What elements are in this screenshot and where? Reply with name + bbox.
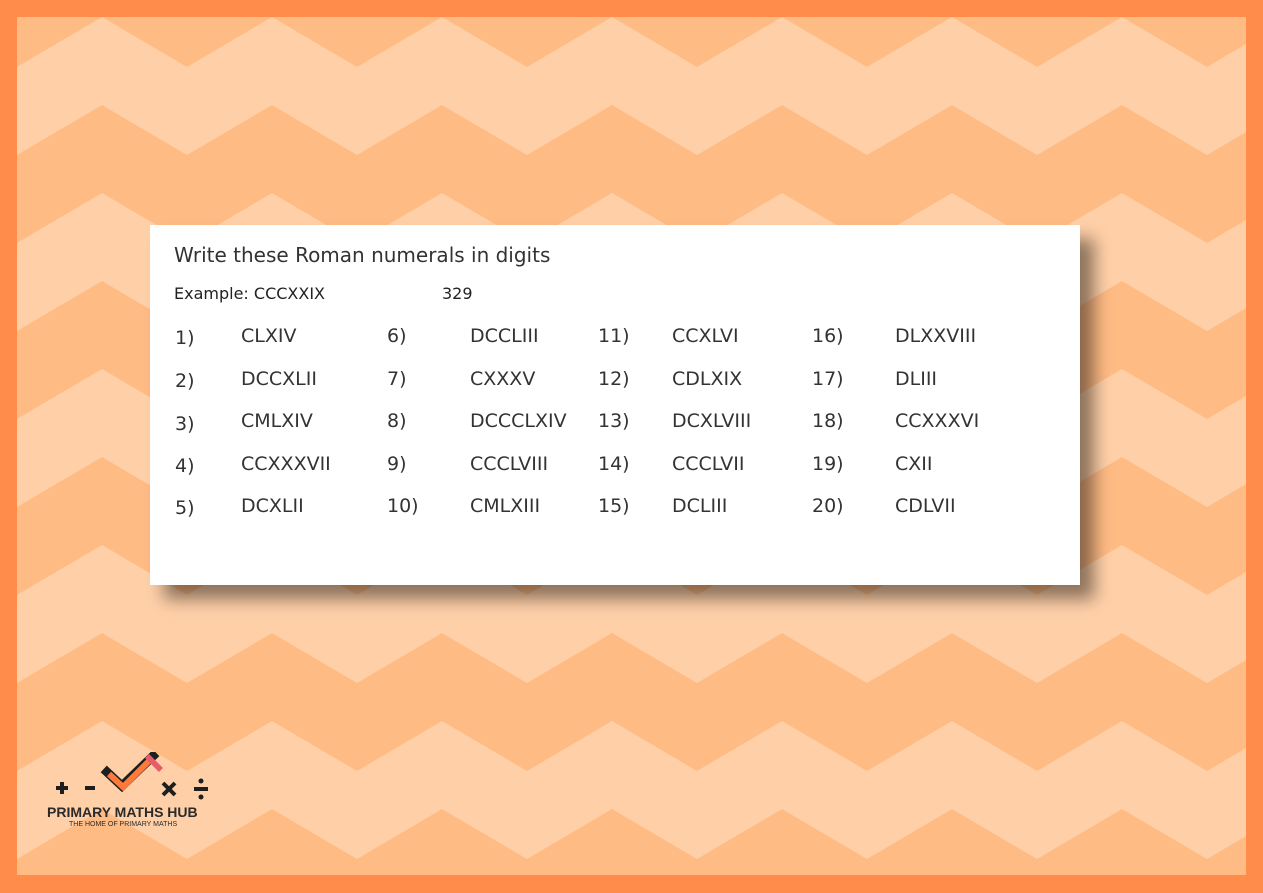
question-number: 11) <box>598 325 630 347</box>
primary-maths-hub-logo <box>45 752 225 832</box>
question-number: 4) <box>175 455 195 477</box>
question-numeral: DCLIII <box>672 495 728 517</box>
question-number: 10) <box>387 495 419 517</box>
question-number: 15) <box>598 495 630 517</box>
multiply-icon <box>163 783 175 795</box>
worksheet-card <box>150 225 1080 585</box>
question-numeral: CXII <box>895 453 933 475</box>
question-number: 19) <box>812 453 844 475</box>
question-numeral: DCXLII <box>241 495 304 517</box>
checkmark-pencil-icon <box>107 754 163 787</box>
question-number: 17) <box>812 368 844 390</box>
divide-icon <box>194 779 208 800</box>
question-numeral: CCCLVII <box>672 453 745 475</box>
worksheet-title: Write these Roman numerals in digits <box>174 243 551 267</box>
question-number: 2) <box>175 370 195 392</box>
question-numeral: CCXXXVII <box>241 453 331 475</box>
logo-subtitle: THE HOME OF PRIMARY MATHS <box>69 821 178 828</box>
question-number: 5) <box>175 497 195 519</box>
question-numeral: DCXLVIII <box>672 410 752 432</box>
question-number: 18) <box>812 410 844 432</box>
question-numeral: CMLXIII <box>470 495 541 517</box>
question-number: 14) <box>598 453 630 475</box>
maths-operators-graphic <box>45 752 225 804</box>
question-number: 12) <box>598 368 630 390</box>
question-numeral: CDLVII <box>895 495 956 517</box>
question-numeral: CLXIV <box>241 325 297 347</box>
question-numeral: CDLXIX <box>672 368 743 390</box>
question-numeral: DCCCLXIV <box>470 410 567 432</box>
question-numeral: DLXXVIII <box>895 325 977 347</box>
question-numeral: CCXLVI <box>672 325 739 347</box>
question-numeral: CCXXXVI <box>895 410 980 432</box>
question-number: 9) <box>387 453 407 475</box>
question-number: 1) <box>175 327 195 349</box>
question-number: 6) <box>387 325 407 347</box>
question-number: 20) <box>812 495 844 517</box>
example-label: Example: CCCXXIX <box>174 284 326 303</box>
question-number: 13) <box>598 410 630 432</box>
question-numeral: CXXXV <box>470 368 536 390</box>
minus-icon <box>85 786 95 790</box>
question-numeral: CMLXIV <box>241 410 313 432</box>
question-numeral: DCCXLII <box>241 368 317 390</box>
question-number: 8) <box>387 410 407 432</box>
example-answer: 329 <box>442 284 473 303</box>
question-numeral: DLIII <box>895 368 938 390</box>
question-numeral: DCCLIII <box>470 325 539 347</box>
logo-title: PRIMARY MATHS HUB <box>47 804 198 820</box>
question-number: 16) <box>812 325 844 347</box>
question-number: 3) <box>175 413 195 435</box>
question-number: 7) <box>387 368 407 390</box>
plus-icon <box>56 782 68 794</box>
question-numeral: CCCLVIII <box>470 453 549 475</box>
